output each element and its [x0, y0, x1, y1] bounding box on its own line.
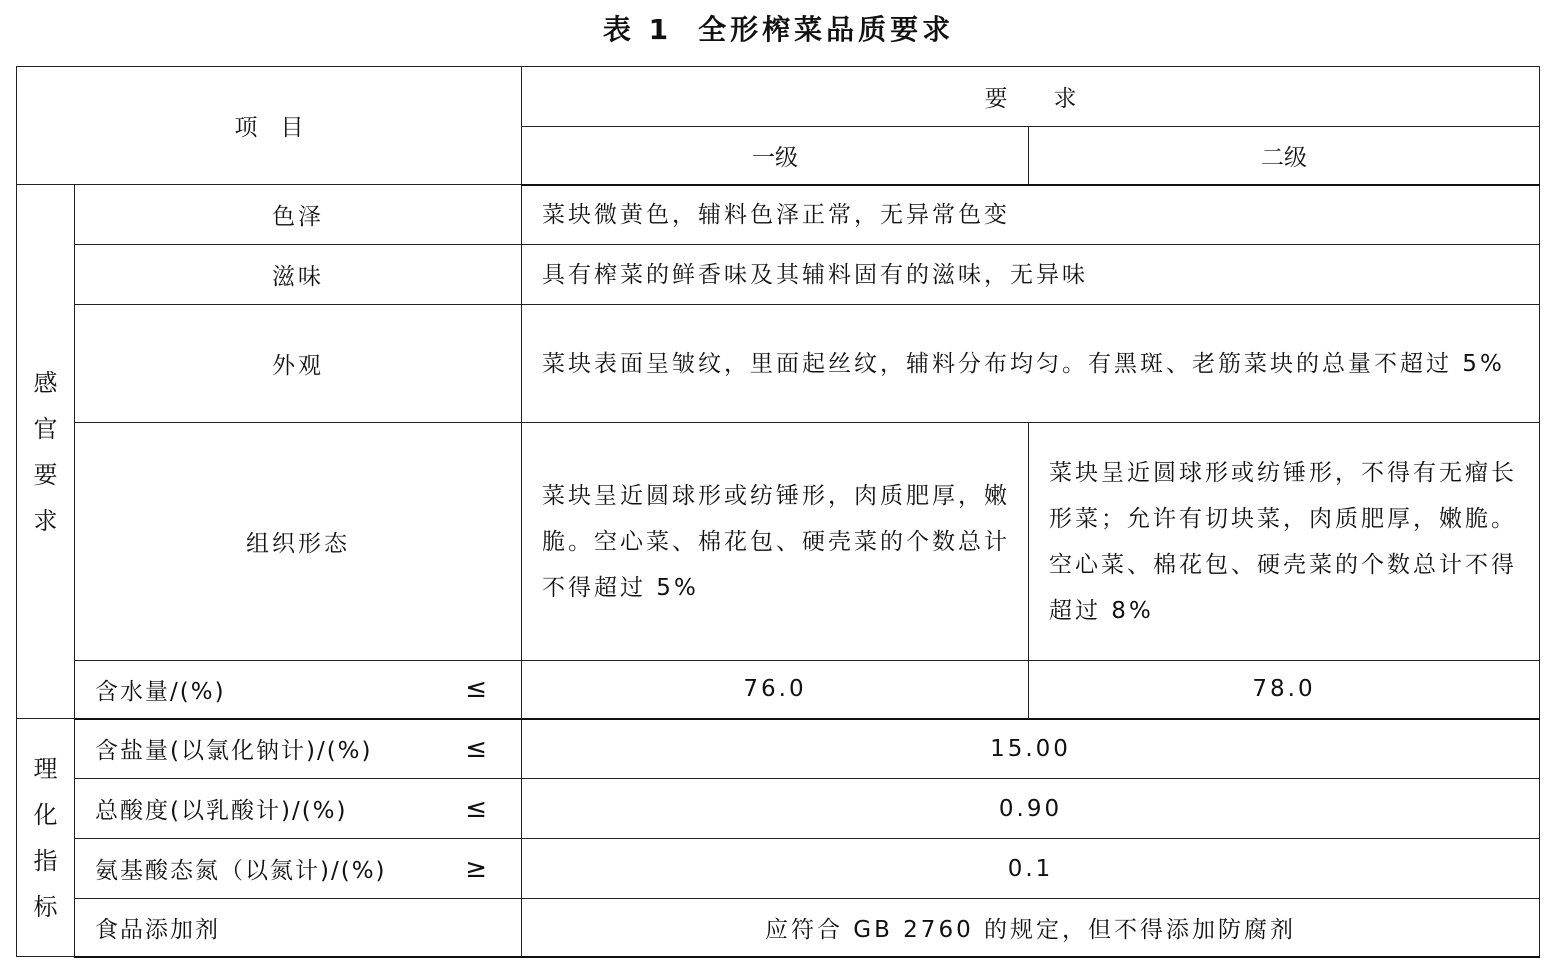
salt-name-cell — [75, 719, 522, 779]
grade2-header: 二级 — [1029, 127, 1540, 185]
acid-value: 0.90 — [522, 779, 1540, 839]
table-row — [17, 779, 1540, 839]
greater-equal-symbol: ≥ — [465, 853, 489, 884]
additive-name-cell — [75, 899, 522, 957]
header-row-1 — [17, 67, 1540, 127]
table-title — [0, 8, 1557, 48]
table-row — [17, 423, 1540, 661]
group-char: 官 — [33, 414, 58, 443]
group-char: 求 — [33, 506, 58, 535]
group-char: 化 — [33, 800, 58, 829]
requirement-header-label: 要 求 — [984, 86, 1077, 112]
appearance-name: 外观 — [75, 305, 522, 423]
sensory-group-label — [17, 185, 75, 719]
salt-name: 含盐量(以氯化钠计)/(%) — [95, 738, 373, 765]
color-value: 菜块微黄色，辅料色泽正常，无异常色变 — [522, 185, 1540, 245]
moisture-grade1: 76.0 — [522, 661, 1029, 719]
texture-name: 组织形态 — [75, 423, 522, 661]
table-row — [17, 305, 1540, 423]
table-row — [17, 661, 1540, 719]
acid-name: 总酸度(以乳酸计)/(%) — [95, 798, 348, 824]
table-row — [17, 839, 1540, 899]
physchem-group-label — [17, 719, 75, 957]
moisture-name: 含水量/(%) — [95, 678, 226, 705]
grade1-header: 一级 — [522, 127, 1029, 185]
amino-value: 0.1 — [522, 839, 1540, 899]
additive-name: 食品添加剂 — [95, 916, 220, 943]
table-number: 表 1 — [602, 13, 673, 46]
item-header — [17, 67, 522, 185]
less-equal-symbol: ≤ — [465, 793, 489, 824]
group-char: 要 — [33, 460, 58, 489]
table-row — [17, 719, 1540, 779]
appearance-value: 菜块表面呈皱纹，里面起丝纹，辅料分布均匀。有黑斑、老筋菜块的总量不超过 5% — [522, 305, 1540, 423]
group-char: 理 — [33, 754, 58, 783]
taste-value: 具有榨菜的鲜香味及其辅料固有的滋味，无异味 — [522, 245, 1540, 305]
salt-value: 15.00 — [522, 719, 1540, 779]
acid-name-cell — [75, 779, 522, 839]
quality-requirements-table — [16, 66, 1540, 958]
less-equal-symbol: ≤ — [465, 674, 489, 705]
texture-grade2: 菜块呈近圆球形或纺锤形，不得有无瘤长形菜；允许有切块菜，肉质肥厚，嫩脆。空心菜、棉花包、硬壳菜的个数总计不得超过 8% — [1029, 423, 1540, 661]
texture-grade1: 菜块呈近圆球形或纺锤形，肉质肥厚，嫩脆。空心菜、棉花包、硬壳菜的个数总计不得超过 5% — [522, 423, 1029, 661]
group-char: 指 — [33, 846, 58, 875]
less-equal-symbol: ≤ — [465, 733, 489, 764]
moisture-grade2: 78.0 — [1029, 661, 1540, 719]
table-title-text: 全形榨菜品质要求 — [698, 13, 955, 46]
requirement-header — [522, 67, 1540, 127]
amino-name: 氨基酸态氮（以氮计)/(%) — [95, 858, 387, 884]
table-row — [17, 899, 1540, 957]
item-header-label: 项 目 — [234, 115, 304, 141]
amino-name-cell — [75, 839, 522, 899]
color-name: 色泽 — [75, 185, 522, 245]
additive-value: 应符合 GB 2760 的规定，但不得添加防腐剂 — [522, 899, 1540, 957]
group-char: 标 — [33, 892, 58, 921]
table-row — [17, 245, 1540, 305]
table-row — [17, 185, 1540, 245]
group-char: 感 — [33, 368, 58, 397]
taste-name: 滋味 — [75, 245, 522, 305]
moisture-name-cell — [75, 661, 522, 719]
